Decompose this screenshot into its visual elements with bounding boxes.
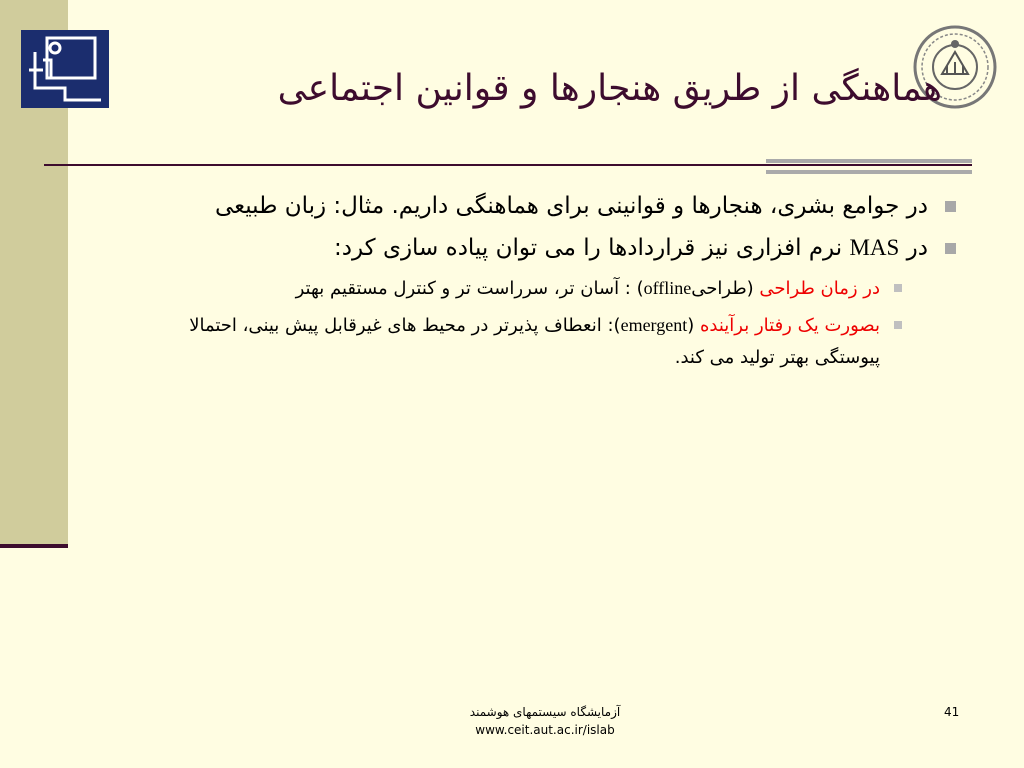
bullet-1 — [120, 188, 960, 224]
subbullet-1 — [120, 272, 960, 305]
title-underline — [44, 164, 972, 166]
subbullet-square-icon — [894, 284, 902, 292]
subbullet-2-latin: emergent — [620, 315, 688, 335]
footer-lab-name: آزمایشگاه سیستمهای هوشمند — [469, 705, 621, 719]
bullet-2-suffix: نرم افزاری نیز قراردادها را می توان پیاده سازی کرد: — [334, 235, 843, 261]
bullet-square-icon — [945, 201, 956, 212]
page-number: 41 — [944, 705, 960, 719]
footer — [440, 703, 650, 739]
subbullet-2-highlight: بصورت یک رفتار برآینده — [699, 315, 880, 336]
subbullet-2-rest: ): انعطاف پذیرتر در محیط های غیرقابل پیش بینی، احتمالا پیوستگی بهتر تولید می کند. — [189, 315, 880, 368]
subbullet-2-mid: ( — [687, 315, 695, 336]
title-accent-bar-bottom — [766, 170, 972, 174]
subbullet-1-highlight: در زمان طراحی — [759, 278, 880, 299]
subbullet-1-rest: ) : آسان تر، سرراست تر و کنترل مستقیم بهتر — [295, 278, 644, 299]
bullet-1-text: در جوامع بشری، هنجارها و قوانینی برای هماهنگی داریم. مثال: زبان طبیعی — [214, 193, 928, 219]
subbullet-1-mid: (طراحی — [691, 278, 754, 299]
subbullet-1-latin: offline — [643, 278, 692, 298]
bullet-square-icon — [945, 243, 956, 254]
left-band-divider — [0, 544, 68, 548]
footer-url: www.ceit.aut.ac.ir/islab — [475, 723, 615, 737]
islab-logo-icon — [21, 30, 109, 108]
title-accent-bar-top — [766, 159, 972, 163]
bullet-2 — [120, 230, 960, 266]
slide-body — [120, 188, 960, 378]
subbullet-2 — [120, 309, 960, 374]
subbullet-square-icon — [894, 321, 902, 329]
bullet-2-latin: MAS — [849, 235, 900, 260]
slide-title: هماهنگی از طریق هنجارها و قوانین اجتماعی — [277, 68, 942, 109]
bullet-2-prefix: در — [906, 235, 928, 261]
